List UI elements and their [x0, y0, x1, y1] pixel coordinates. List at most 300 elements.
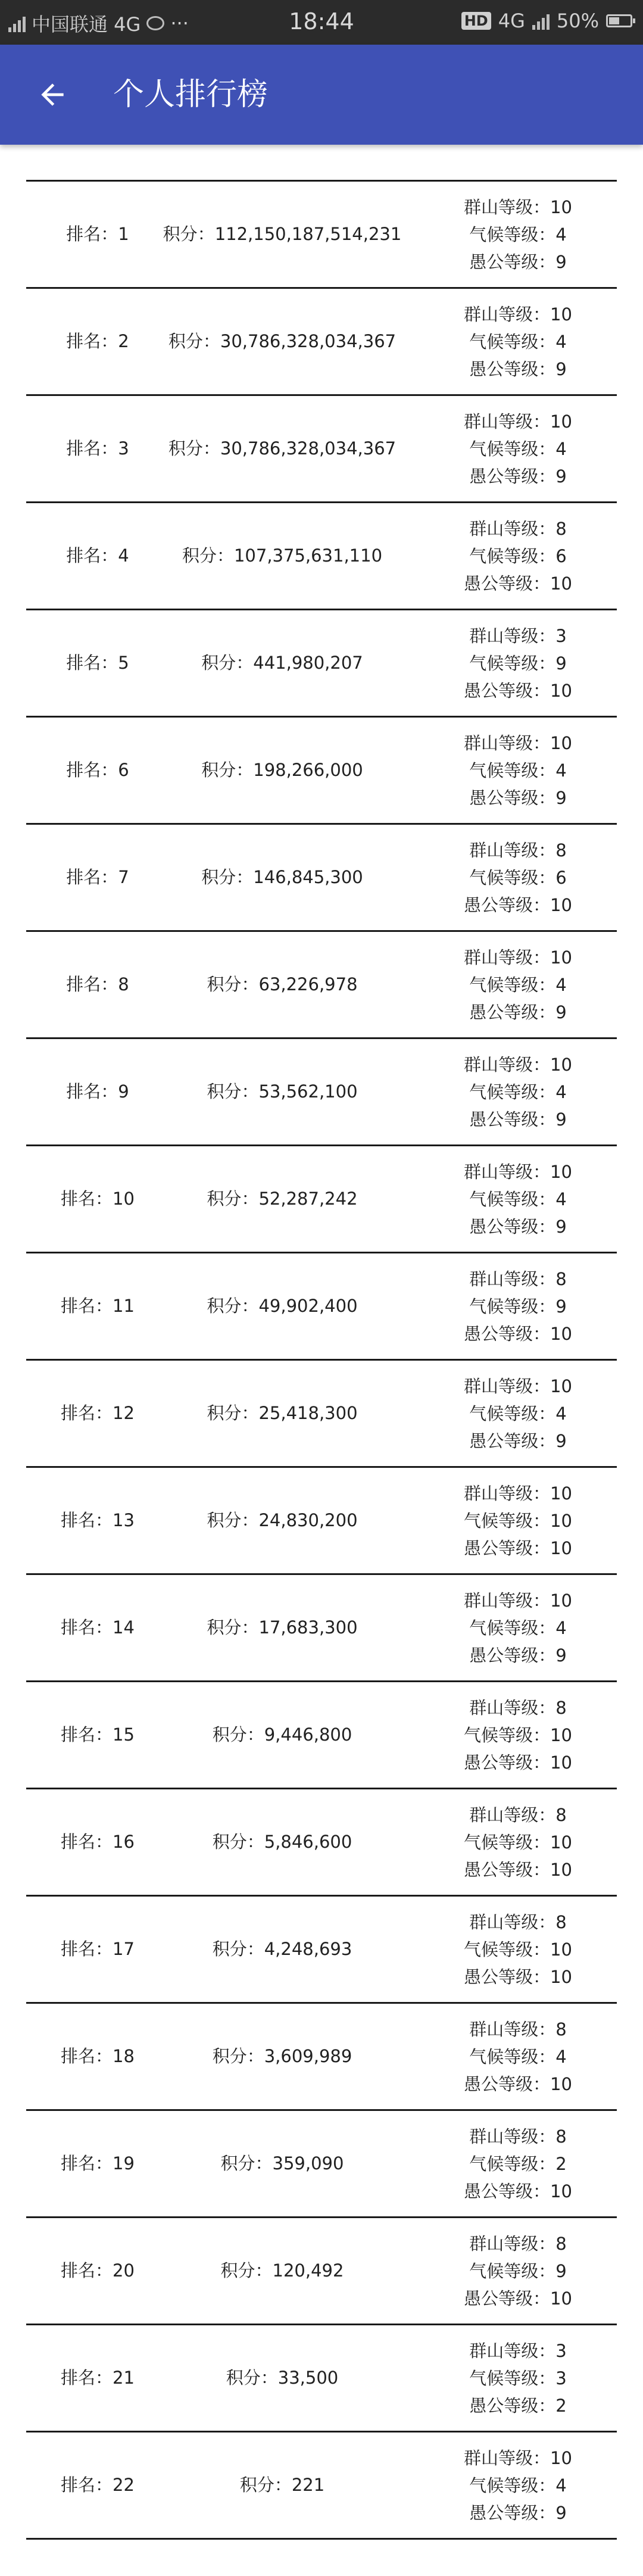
mountain-level-value: 10	[550, 2447, 572, 2468]
yugong-level	[464, 2178, 572, 2205]
leaderboard-row	[26, 1039, 617, 1146]
climate-level	[469, 2150, 566, 2178]
mountain-level-value: 8	[555, 1804, 567, 1825]
score-cell	[145, 825, 419, 930]
climate-level	[464, 1722, 572, 1749]
yugong-level	[464, 1320, 572, 1348]
yugong-level-value: 9	[555, 2502, 567, 2523]
leaderboard-row	[26, 2111, 617, 2218]
climate-level-value: 4	[555, 2046, 567, 2067]
yugong-level-label: 愚公等级：	[469, 358, 556, 379]
score-label: 积分：	[207, 1189, 259, 1209]
rank-label: 排名：	[61, 1403, 113, 1423]
levels-cell	[419, 610, 617, 716]
score-label: 积分：	[182, 545, 234, 566]
rank-value: 5	[118, 653, 129, 673]
score-label: 积分：	[220, 2153, 273, 2173]
score-label: 积分：	[201, 867, 254, 887]
mountain-level	[469, 2016, 566, 2043]
rank-label: 排名：	[61, 2046, 113, 2066]
score-value: 359,090	[272, 2153, 344, 2173]
yugong-level-value: 10	[550, 573, 572, 594]
rank-label: 排名：	[66, 974, 118, 994]
yugong-level-label: 愚公等级：	[469, 787, 556, 808]
climate-level	[469, 1400, 566, 1427]
climate-level-value: 9	[555, 1296, 567, 1317]
mountain-level	[464, 1480, 572, 1507]
mountain-level	[469, 837, 566, 864]
mountain-level-value: 8	[555, 2233, 567, 2254]
leaderboard-row	[26, 2325, 617, 2432]
leaderboard-row	[26, 2432, 617, 2540]
rank-value: 10	[113, 1189, 135, 1209]
climate-level	[464, 1936, 572, 1963]
mountain-level	[464, 194, 572, 221]
climate-level-label: 气候等级：	[469, 1081, 556, 1102]
score-cell	[145, 718, 419, 823]
mountain-level	[464, 1158, 572, 1186]
mountain-level-value: 3	[555, 625, 567, 646]
climate-level	[469, 2365, 566, 2392]
score-label: 积分：	[168, 331, 220, 351]
levels-cell	[419, 825, 617, 930]
climate-level-label: 气候等级：	[464, 1832, 551, 1853]
mountain-level-value: 8	[555, 518, 567, 539]
rank-value: 16	[113, 1832, 135, 1852]
score-cell	[145, 1789, 419, 1895]
rank-value: 4	[118, 545, 129, 566]
status-bar-right	[461, 10, 632, 32]
mountain-level	[469, 2123, 566, 2150]
levels-cell	[419, 1897, 617, 2002]
leaderboard-row	[26, 825, 617, 932]
mountain-level	[469, 1801, 566, 1829]
status-bar	[0, 0, 643, 45]
climate-level-label: 气候等级：	[469, 545, 556, 566]
mountain-level	[464, 944, 572, 971]
mountain-level	[464, 1587, 572, 1614]
yugong-level-value: 9	[555, 1109, 567, 1130]
score-value: 33,500	[277, 2368, 339, 2388]
score-label: 积分：	[212, 1939, 264, 1959]
yugong-level-label: 愚公等级：	[464, 894, 551, 915]
score-label: 积分：	[207, 1296, 259, 1316]
mountain-level-label: 群山等级：	[469, 2126, 556, 2147]
score-value: 221	[291, 2475, 325, 2495]
levels-cell	[419, 932, 617, 1037]
yugong-level	[469, 2392, 566, 2419]
climate-level-label: 气候等级：	[469, 2260, 556, 2281]
rank-label: 排名：	[66, 545, 118, 566]
rank-value: 18	[113, 2046, 135, 2066]
mountain-level-value: 8	[555, 2126, 567, 2147]
climate-level-value: 4	[555, 1189, 567, 1209]
climate-level	[464, 1507, 572, 1535]
climate-level-value: 4	[555, 760, 567, 781]
climate-level-label: 气候等级：	[469, 1617, 556, 1638]
score-label: 积分：	[201, 760, 254, 780]
yugong-level-value: 10	[550, 1752, 572, 1773]
mountain-level	[469, 1694, 566, 1722]
mountain-level	[464, 729, 572, 757]
yugong-level	[469, 248, 566, 276]
score-label: 积分：	[163, 224, 215, 244]
yugong-level	[464, 891, 572, 919]
score-cell	[145, 1897, 419, 2002]
rank-label: 排名：	[66, 331, 118, 351]
levels-cell	[419, 2111, 617, 2216]
score-value: 30,786,328,034,367	[220, 331, 397, 351]
score-value: 17,683,300	[258, 1617, 358, 1638]
levels-cell	[419, 1789, 617, 1895]
yugong-level-value: 10	[550, 2181, 572, 2201]
rank-value: 1	[118, 224, 129, 244]
cell-signal-icon	[532, 12, 550, 30]
mountain-level	[464, 2444, 572, 2472]
mountain-level	[469, 622, 566, 650]
rank-label: 排名：	[61, 1189, 113, 1209]
yugong-level	[464, 1856, 572, 1883]
score-label: 积分：	[212, 1724, 264, 1745]
clock: 18:44	[289, 8, 354, 35]
levels-cell	[419, 1682, 617, 1788]
yugong-level-label: 愚公等级：	[469, 1430, 556, 1451]
yugong-level-label: 愚公等级：	[464, 1538, 551, 1558]
score-value: 3,609,989	[264, 2046, 352, 2066]
yugong-level	[469, 463, 566, 490]
leaderboard-rows	[26, 182, 617, 2540]
rank-value: 19	[113, 2153, 135, 2173]
mountain-level-value: 10	[550, 197, 572, 217]
score-label: 积分：	[239, 2475, 292, 2495]
climate-level-label: 气候等级：	[464, 1510, 551, 1531]
score-label: 积分：	[207, 974, 259, 994]
climate-level-label: 气候等级：	[469, 760, 556, 781]
climate-level	[469, 757, 566, 784]
levels-cell	[419, 182, 617, 287]
rank-label: 排名：	[61, 1939, 113, 1959]
yugong-level	[464, 2070, 572, 2098]
yugong-level	[469, 999, 566, 1026]
yugong-level-value: 9	[555, 1430, 567, 1451]
leaderboard-row	[26, 289, 617, 396]
yugong-level-label: 愚公等级：	[464, 1859, 551, 1880]
yugong-level-value: 10	[550, 2073, 572, 2094]
leaderboard-row	[26, 1575, 617, 1682]
mountain-level-label: 群山等级：	[464, 1483, 551, 1504]
climate-level-label: 气候等级：	[469, 974, 556, 995]
climate-level-value: 10	[550, 1939, 572, 1960]
leaderboard-row	[26, 1682, 617, 1789]
yugong-level	[469, 1427, 566, 1455]
score-value: 107,375,631,110	[233, 545, 383, 566]
score-cell	[145, 1682, 419, 1788]
rank-label: 排名：	[61, 2153, 113, 2173]
mountain-level-label: 群山等级：	[469, 1911, 556, 1932]
mountain-level-label: 群山等级：	[464, 947, 551, 968]
yugong-level-value: 10	[550, 680, 572, 701]
levels-cell	[419, 1039, 617, 1144]
mountain-level-label: 群山等级：	[464, 411, 551, 432]
yugong-level-value: 9	[555, 787, 567, 808]
score-label: 积分：	[168, 438, 220, 459]
mountain-level-label: 群山等级：	[464, 1376, 551, 1396]
mountain-level	[464, 301, 572, 328]
climate-level	[469, 328, 566, 355]
climate-level-value: 4	[555, 2475, 567, 2496]
score-value: 5,846,600	[264, 1832, 352, 1852]
score-cell	[145, 1146, 419, 1252]
yugong-level-value: 10	[550, 1323, 572, 1344]
network-type: 4G	[498, 10, 525, 32]
score-value: 24,830,200	[258, 1510, 358, 1530]
mountain-level-value: 10	[550, 1483, 572, 1504]
yugong-level-label: 愚公等级：	[469, 1645, 556, 1666]
score-value: 198,266,000	[253, 760, 363, 780]
score-value: 25,418,300	[258, 1403, 358, 1423]
rank-label: 排名：	[61, 2475, 113, 2495]
yugong-level-value: 9	[555, 1216, 567, 1237]
score-value: 52,287,242	[258, 1189, 358, 1209]
rank-value: 15	[113, 1724, 135, 1745]
leaderboard-row	[26, 182, 617, 289]
leaderboard-row	[26, 1897, 617, 2004]
climate-level-label: 气候等级：	[464, 1724, 551, 1745]
climate-level-value: 3	[555, 2368, 567, 2388]
climate-level	[469, 542, 566, 570]
climate-level-label: 气候等级：	[469, 438, 556, 459]
climate-level	[469, 864, 566, 891]
score-cell	[145, 610, 419, 716]
score-value: 4,248,693	[264, 1939, 352, 1959]
mountain-level-label: 群山等级：	[464, 197, 551, 217]
leaderboard-list	[26, 180, 617, 2540]
rank-value: 11	[113, 1296, 135, 1316]
score-value: 120,492	[272, 2260, 344, 2281]
rank-value: 21	[113, 2368, 135, 2388]
mountain-level	[464, 1051, 572, 1078]
mountain-level-value: 10	[550, 1376, 572, 1396]
rank-value: 20	[113, 2260, 135, 2281]
yugong-level-label: 愚公等级：	[464, 2073, 551, 2094]
score-cell	[145, 2004, 419, 2109]
mountain-level-label: 群山等级：	[469, 1804, 556, 1825]
hd-badge: HD	[461, 12, 491, 30]
climate-level-value: 10	[550, 1724, 572, 1745]
more-notifications-label: ···	[170, 12, 189, 35]
leaderboard-row	[26, 1789, 617, 1897]
leaderboard-row	[26, 2218, 617, 2325]
mountain-level	[469, 515, 566, 542]
yugong-level	[464, 1963, 572, 1991]
climate-level-value: 4	[555, 974, 567, 995]
score-cell	[145, 1468, 419, 1573]
mountain-level-label: 群山等级：	[469, 2340, 556, 2361]
score-cell	[145, 182, 419, 287]
levels-cell	[419, 1468, 617, 1573]
score-label: 积分：	[207, 1510, 259, 1530]
yugong-level-value: 9	[555, 251, 567, 272]
rank-label: 排名：	[61, 1724, 113, 1745]
yugong-level-label: 愚公等级：	[469, 2395, 556, 2416]
climate-level-value: 6	[555, 545, 567, 566]
mountain-level-value: 8	[555, 2019, 567, 2039]
yugong-level-value: 9	[555, 1002, 567, 1022]
leaderboard-row	[26, 610, 617, 718]
rank-value: 13	[113, 1510, 135, 1530]
score-cell	[145, 1361, 419, 1466]
mountain-level-value: 10	[550, 304, 572, 325]
yugong-level-label: 愚公等级：	[464, 1752, 551, 1773]
levels-cell	[419, 1253, 617, 1359]
mountain-level-value: 10	[550, 1590, 572, 1611]
yugong-level-value: 10	[550, 894, 572, 915]
mountain-level-label: 群山等级：	[464, 1161, 551, 1182]
leaderboard-row	[26, 718, 617, 825]
climate-level-label: 气候等级：	[469, 2368, 556, 2388]
climate-level-value: 4	[555, 438, 567, 459]
climate-level-value: 4	[555, 1403, 567, 1424]
climate-level-label: 气候等级：	[469, 1189, 556, 1209]
yugong-level-label: 愚公等级：	[464, 1966, 551, 1987]
mountain-level-label: 群山等级：	[469, 840, 556, 860]
mountain-level-label: 群山等级：	[469, 2233, 556, 2254]
leaderboard-row	[26, 503, 617, 610]
climate-level-label: 气候等级：	[464, 1939, 551, 1960]
climate-level	[464, 1829, 572, 1856]
climate-level	[469, 1293, 566, 1320]
climate-level-value: 9	[555, 2260, 567, 2281]
mountain-level-value: 3	[555, 2340, 567, 2361]
yugong-level-value: 2	[555, 2395, 567, 2416]
mountain-level-value: 8	[555, 1911, 567, 1932]
score-label: 积分：	[212, 2046, 264, 2066]
score-cell	[145, 932, 419, 1037]
rank-value: 14	[113, 1617, 135, 1638]
score-label: 积分：	[201, 653, 254, 673]
score-cell	[145, 503, 419, 609]
levels-cell	[419, 2432, 617, 2538]
score-cell	[145, 396, 419, 501]
climate-level	[469, 1186, 566, 1213]
yugong-level-label: 愚公等级：	[469, 466, 556, 486]
mountain-level-value: 10	[550, 411, 572, 432]
yugong-level-label: 愚公等级：	[469, 1216, 556, 1237]
score-cell	[145, 1253, 419, 1359]
score-cell	[145, 1039, 419, 1144]
levels-cell	[419, 289, 617, 394]
score-value: 63,226,978	[258, 974, 358, 994]
score-cell	[145, 2218, 419, 2324]
mountain-level-value: 10	[550, 947, 572, 968]
yugong-level-label: 愚公等级：	[469, 1002, 556, 1022]
leaderboard-row	[26, 396, 617, 503]
climate-level-label: 气候等级：	[469, 1296, 556, 1317]
mountain-level-value: 8	[555, 840, 567, 860]
mountain-level	[469, 2230, 566, 2257]
levels-cell	[419, 2218, 617, 2324]
yugong-level-label: 愚公等级：	[469, 251, 556, 272]
back-button[interactable]	[29, 71, 76, 118]
rank-value: 12	[113, 1403, 135, 1423]
mountain-level-label: 群山等级：	[464, 2447, 551, 2468]
score-label: 积分：	[212, 1832, 264, 1852]
mountain-level-label: 群山等级：	[469, 1268, 556, 1289]
climate-level-value: 2	[555, 2153, 567, 2174]
rank-value: 2	[118, 331, 129, 351]
yugong-level-value: 10	[550, 1859, 572, 1880]
leaderboard-row	[26, 932, 617, 1039]
leaderboard-row	[26, 2004, 617, 2111]
rank-label: 排名：	[61, 2260, 113, 2281]
app-bar	[0, 45, 643, 145]
score-value: 112,150,187,514,231	[214, 224, 402, 244]
mountain-level-label: 群山等级：	[469, 518, 556, 539]
score-label: 积分：	[220, 2260, 273, 2281]
score-value: 53,562,100	[258, 1081, 358, 1102]
score-label: 积分：	[207, 1403, 259, 1423]
mountain-level-value: 8	[555, 1697, 567, 1718]
rank-label: 排名：	[66, 438, 118, 459]
mountain-level-label: 群山等级：	[464, 732, 551, 753]
battery-icon	[606, 14, 632, 27]
rank-label: 排名：	[66, 224, 118, 244]
climate-level-label: 气候等级：	[469, 867, 556, 888]
rank-label: 排名：	[61, 1510, 113, 1530]
rank-value: 3	[118, 438, 129, 459]
mountain-level	[464, 408, 572, 435]
leaderboard-row	[26, 1468, 617, 1575]
mountain-level	[464, 1373, 572, 1400]
climate-level	[469, 221, 566, 248]
yugong-level-value: 9	[555, 466, 567, 486]
levels-cell	[419, 1361, 617, 1466]
yugong-level-label: 愚公等级：	[469, 1109, 556, 1130]
climate-level-label: 气候等级：	[469, 2153, 556, 2174]
climate-level-value: 10	[550, 1510, 572, 1531]
climate-level-value: 4	[555, 331, 567, 352]
levels-cell	[419, 2325, 617, 2431]
yugong-level	[469, 1213, 566, 1240]
carrier-label: 中国联通 4G	[32, 13, 141, 36]
score-value: 146,845,300	[253, 867, 363, 887]
climate-level	[469, 971, 566, 999]
mountain-level-value: 10	[550, 732, 572, 753]
climate-level-label: 气候等级：	[469, 653, 556, 673]
climate-level	[469, 1614, 566, 1642]
mountain-level-value: 10	[550, 1054, 572, 1075]
climate-level-label: 气候等级：	[469, 1403, 556, 1424]
yugong-level-value: 9	[555, 358, 567, 379]
score-cell	[145, 2111, 419, 2216]
yugong-level-label: 愚公等级：	[464, 680, 551, 701]
yugong-level	[464, 1749, 572, 1776]
rank-label: 排名：	[66, 1081, 118, 1102]
yugong-level	[464, 1535, 572, 1562]
rank-value: 7	[118, 867, 129, 887]
page-title: 个人排行榜	[113, 77, 269, 113]
climate-level-value: 4	[555, 1617, 567, 1638]
yugong-level-label: 愚公等级：	[464, 2288, 551, 2309]
mountain-level-label: 群山等级：	[464, 1590, 551, 1611]
levels-cell	[419, 396, 617, 501]
score-cell	[145, 289, 419, 394]
rank-value: 8	[118, 974, 129, 994]
yugong-level-label: 愚公等级：	[464, 2181, 551, 2201]
levels-cell	[419, 1575, 617, 1680]
rank-label: 排名：	[61, 1296, 113, 1316]
rank-label: 排名：	[61, 2368, 113, 2388]
